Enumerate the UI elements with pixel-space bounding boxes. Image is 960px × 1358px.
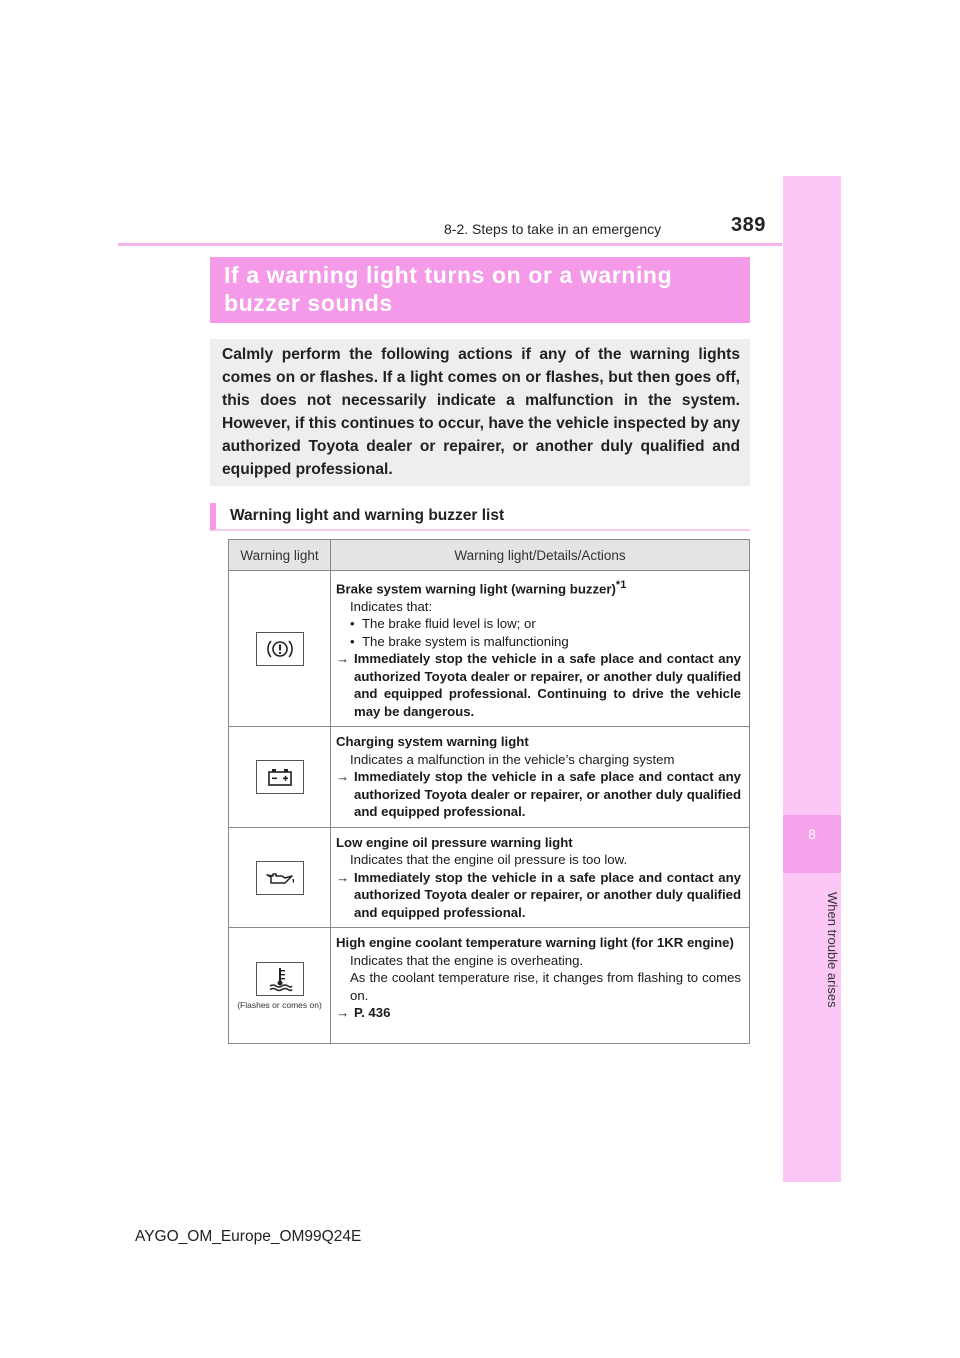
arrow-icon: → — [336, 869, 350, 885]
action-text: → Immediately stop the vehicle in a safe place and contact any authorized Toyota dealer or repairer, or another duly qualified and equipped professional. Continuing to drive the vehicle may be dangerous. — [336, 651, 741, 719]
warning-light-table — [228, 539, 750, 1044]
page-number: 389 — [731, 214, 766, 236]
warning-title: High engine coolant temperature warning light (for 1KR engine) — [336, 935, 734, 951]
arrow-icon: → — [336, 769, 350, 785]
icon-cell — [229, 928, 331, 1044]
action-text: → Immediately stop the vehicle in a safe place and contact any authorized Toyota dealer or repairer, or another duly qualified and equipped professional. — [336, 769, 741, 820]
page-title — [210, 257, 750, 323]
action-text: → Immediately stop the vehicle in a safe place and contact any authorized Toyota dealer or repairer, or another duly qualified and equipped professional. — [336, 869, 741, 920]
detail-text: Indicates that the engine oil pressure is too low. — [350, 852, 628, 868]
table-row — [229, 571, 750, 727]
details-cell — [331, 727, 750, 828]
details-cell — [331, 571, 750, 727]
page-reference[interactable]: → P. 436 — [336, 1005, 391, 1021]
details-cell — [331, 928, 750, 1044]
header-rule — [118, 243, 782, 246]
table-row — [229, 827, 750, 928]
table-row — [229, 928, 750, 1044]
page-title-line-2: buzzer sounds — [224, 290, 393, 316]
detail-text: As the coolant temperature rise, it changes from flashing to comes on. — [350, 970, 741, 1003]
icon-note: (Flashes or comes on) — [237, 999, 322, 1010]
brake-warning-icon — [256, 632, 304, 666]
detail-text: Indicates that the engine is overheating. — [350, 952, 584, 968]
column-header-warning-light: Warning light — [229, 540, 331, 571]
warning-title: Low engine oil pressure warning light — [336, 834, 573, 850]
side-tab — [783, 176, 841, 1182]
battery-icon — [256, 760, 304, 794]
oil-can-icon — [256, 861, 304, 895]
arrow-icon: → — [336, 651, 350, 667]
section-subheading: Warning light and warning buzzer list — [210, 503, 750, 531]
intro-paragraph: Calmly perform the following actions if any of the warning lights comes on or flashes. If a light comes on or flashes, but then goes off, this does not necessarily indicate a malfunction in the system. However, if this continues to occur, have the vehicle inspected by any authorized Toyota dealer or repairer, or another duly qualified and equipped professional. — [210, 339, 750, 486]
list-item: • The brake system is malfunctioning — [350, 633, 569, 649]
side-tab-chapter-marker — [783, 815, 841, 873]
table-row — [229, 727, 750, 828]
page-title-line-1: If a warning light turns on or a warning — [224, 262, 673, 288]
icon-cell — [229, 827, 331, 928]
table-header-row — [229, 540, 750, 571]
side-tab-chapter-label: When trouble arises — [825, 892, 840, 1008]
warning-title: Charging system warning light — [336, 734, 529, 750]
document-footer: AYGO_OM_Europe_OM99Q24E — [135, 1228, 362, 1245]
arrow-icon: → — [336, 1005, 350, 1021]
icon-cell — [229, 571, 331, 727]
list-item: • The brake fluid level is low; or — [350, 616, 536, 632]
column-header-details: Warning light/Details/Actions — [331, 540, 750, 571]
detail-text: Indicates a malfunction in the vehicle’s charging system — [350, 751, 675, 767]
icon-cell — [229, 727, 331, 828]
detail-text: Indicates that: — [350, 598, 433, 614]
warning-title: Brake system warning light (warning buzzer)$^{*1}$ — [336, 579, 627, 597]
section-reference: 8-2. Steps to take in an emergency — [444, 221, 662, 237]
side-tab-chapter-number: 8 — [808, 826, 816, 842]
coolant-temperature-icon — [256, 962, 304, 996]
details-cell — [331, 827, 750, 928]
